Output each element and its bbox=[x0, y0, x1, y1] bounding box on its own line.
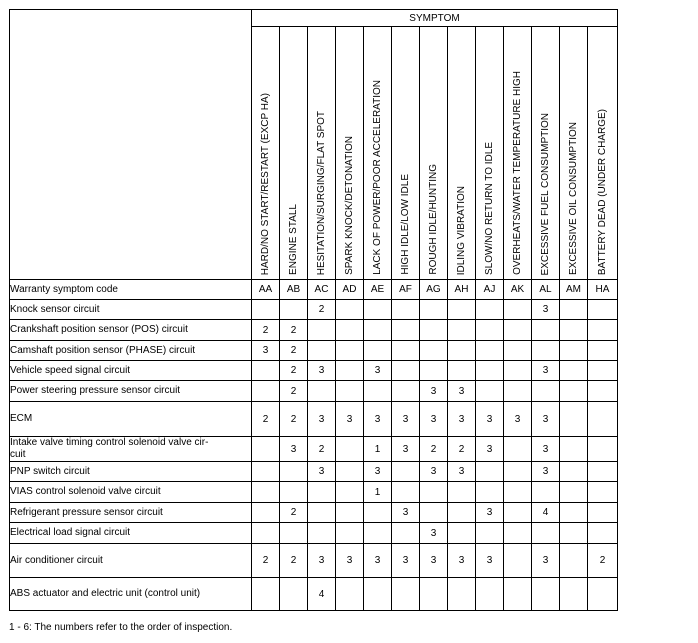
inspection-order-cell: 3 bbox=[308, 361, 336, 381]
column-header-label: ROUGH IDLE/HUNTING bbox=[427, 164, 439, 275]
symptom-code: AH bbox=[448, 280, 476, 300]
inspection-order-cell bbox=[560, 381, 588, 402]
inspection-order-cell bbox=[476, 381, 504, 402]
inspection-order-cell bbox=[392, 578, 420, 611]
symptom-code: AA bbox=[252, 280, 280, 300]
symptom-header-row bbox=[10, 10, 618, 27]
column-header bbox=[476, 27, 504, 280]
inspection-order-cell bbox=[252, 462, 280, 482]
inspection-order-cell bbox=[588, 381, 618, 402]
inspection-order-cell bbox=[392, 462, 420, 482]
inspection-order-cell: 3 bbox=[364, 462, 392, 482]
inspection-order-cell bbox=[252, 523, 280, 544]
inspection-order-cell bbox=[532, 482, 560, 503]
inspection-order-cell bbox=[448, 503, 476, 523]
row-label: ABS actuator and electric unit (control unit) bbox=[10, 578, 252, 611]
inspection-order-cell: 2 bbox=[308, 300, 336, 320]
inspection-order-cell bbox=[364, 381, 392, 402]
inspection-order-cell: 3 bbox=[476, 544, 504, 578]
inspection-order-cell bbox=[364, 341, 392, 361]
symptom-code: AJ bbox=[476, 280, 504, 300]
inspection-order-cell bbox=[532, 578, 560, 611]
table-row bbox=[10, 544, 618, 578]
row-label: Intake valve timing control solenoid valve cir- cuit bbox=[10, 437, 252, 462]
table-row bbox=[10, 320, 618, 341]
inspection-order-cell: 3 bbox=[308, 402, 336, 437]
table-row bbox=[10, 361, 618, 381]
table-row bbox=[10, 523, 618, 544]
inspection-order-cell bbox=[560, 437, 588, 462]
row-label: ECM bbox=[10, 402, 252, 437]
inspection-order-cell bbox=[336, 503, 364, 523]
inspection-order-cell: 3 bbox=[448, 402, 476, 437]
inspection-order-cell bbox=[448, 341, 476, 361]
inspection-order-cell bbox=[448, 300, 476, 320]
inspection-order-cell bbox=[308, 482, 336, 503]
inspection-order-cell: 3 bbox=[532, 544, 560, 578]
inspection-order-cell bbox=[560, 523, 588, 544]
inspection-order-cell: 2 bbox=[280, 503, 308, 523]
inspection-order-cell bbox=[476, 462, 504, 482]
inspection-order-cell bbox=[364, 503, 392, 523]
inspection-order-cell bbox=[252, 437, 280, 462]
inspection-order-cell: 3 bbox=[420, 402, 448, 437]
inspection-order-cell: 2 bbox=[280, 402, 308, 437]
inspection-order-cell: 2 bbox=[280, 544, 308, 578]
inspection-order-cell: 2 bbox=[448, 437, 476, 462]
inspection-order-cell bbox=[280, 462, 308, 482]
inspection-order-cell bbox=[476, 361, 504, 381]
column-header-label: SPARK KNOCK/DETONATION bbox=[343, 136, 355, 275]
inspection-order-cell bbox=[504, 381, 532, 402]
row-label: Vehicle speed signal circuit bbox=[10, 361, 252, 381]
inspection-order-cell bbox=[420, 341, 448, 361]
inspection-order-cell bbox=[588, 300, 618, 320]
inspection-order-cell bbox=[420, 482, 448, 503]
inspection-order-cell: 3 bbox=[308, 462, 336, 482]
row-label: Knock sensor circuit bbox=[10, 300, 252, 320]
inspection-order-cell bbox=[280, 482, 308, 503]
table-row bbox=[10, 578, 618, 611]
row-label: Refrigerant pressure sensor circuit bbox=[10, 503, 252, 523]
column-header-label: EXCESSIVE OIL CONSUMPTION bbox=[567, 122, 579, 275]
inspection-order-cell bbox=[252, 482, 280, 503]
inspection-order-cell bbox=[336, 341, 364, 361]
column-header bbox=[588, 27, 618, 280]
symptom-code: HA bbox=[588, 280, 618, 300]
inspection-order-cell: 3 bbox=[476, 503, 504, 523]
inspection-order-cell bbox=[560, 341, 588, 361]
inspection-order-cell: 3 bbox=[364, 402, 392, 437]
inspection-order-cell bbox=[308, 320, 336, 341]
column-header bbox=[364, 27, 392, 280]
inspection-order-cell bbox=[560, 503, 588, 523]
table-row bbox=[10, 300, 618, 320]
symptom-title: SYMPTOM bbox=[252, 10, 618, 27]
inspection-order-cell bbox=[588, 503, 618, 523]
inspection-order-cell: 3 bbox=[532, 462, 560, 482]
table-body bbox=[10, 10, 618, 611]
inspection-order-cell bbox=[420, 361, 448, 381]
inspection-order-cell bbox=[504, 544, 532, 578]
inspection-order-cell: 1 bbox=[364, 482, 392, 503]
inspection-order-cell bbox=[504, 437, 532, 462]
inspection-order-cell bbox=[252, 361, 280, 381]
inspection-order-cell: 1 bbox=[364, 437, 392, 462]
inspection-order-cell bbox=[560, 320, 588, 341]
inspection-order-cell bbox=[560, 578, 588, 611]
inspection-order-cell: 2 bbox=[280, 361, 308, 381]
inspection-order-cell: 3 bbox=[532, 437, 560, 462]
inspection-order-cell bbox=[448, 320, 476, 341]
inspection-order-cell bbox=[476, 482, 504, 503]
inspection-order-cell bbox=[448, 578, 476, 611]
inspection-order-cell bbox=[364, 523, 392, 544]
inspection-order-cell: 3 bbox=[392, 503, 420, 523]
inspection-order-cell: 2 bbox=[252, 544, 280, 578]
inspection-order-cell: 3 bbox=[448, 381, 476, 402]
inspection-order-cell: 3 bbox=[476, 402, 504, 437]
inspection-order-cell bbox=[336, 578, 364, 611]
inspection-order-cell: 3 bbox=[420, 544, 448, 578]
inspection-order-cell bbox=[560, 482, 588, 503]
symptom-code: AF bbox=[392, 280, 420, 300]
column-header bbox=[420, 27, 448, 280]
inspection-order-cell bbox=[392, 381, 420, 402]
column-header-label: HIGH IDLE/LOW IDLE bbox=[399, 174, 411, 275]
inspection-order-cell bbox=[308, 523, 336, 544]
inspection-order-cell bbox=[588, 402, 618, 437]
table-row bbox=[10, 402, 618, 437]
inspection-order-cell bbox=[420, 578, 448, 611]
inspection-order-cell bbox=[336, 437, 364, 462]
column-header bbox=[336, 27, 364, 280]
symptom-code: AB bbox=[280, 280, 308, 300]
inspection-order-cell bbox=[504, 578, 532, 611]
inspection-order-cell: 3 bbox=[420, 381, 448, 402]
table-row bbox=[10, 341, 618, 361]
inspection-order-cell bbox=[392, 341, 420, 361]
inspection-order-cell bbox=[588, 482, 618, 503]
column-header-label: ENGINE STALL bbox=[287, 204, 299, 275]
inspection-order-cell bbox=[560, 544, 588, 578]
inspection-order-cell bbox=[420, 503, 448, 523]
inspection-order-cell bbox=[504, 523, 532, 544]
warranty-code-row bbox=[10, 280, 618, 300]
inspection-order-cell bbox=[476, 341, 504, 361]
column-header-label: HESITATION/SURGING/FLAT SPOT bbox=[315, 110, 327, 275]
column-header bbox=[252, 27, 280, 280]
inspection-order-cell bbox=[308, 381, 336, 402]
inspection-order-cell bbox=[504, 482, 532, 503]
column-header-label: IDLING VIBRATION bbox=[455, 185, 467, 275]
inspection-order-cell: 2 bbox=[280, 320, 308, 341]
column-header bbox=[280, 27, 308, 280]
column-header-label: HARD/NO START/RESTART (EXCP HA) bbox=[259, 92, 271, 275]
inspection-order-cell bbox=[392, 361, 420, 381]
column-header bbox=[392, 27, 420, 280]
inspection-order-cell bbox=[448, 482, 476, 503]
row-label: Warranty symptom code bbox=[10, 280, 252, 300]
table-row bbox=[10, 482, 618, 503]
inspection-order-cell: 4 bbox=[532, 503, 560, 523]
inspection-order-cell bbox=[336, 482, 364, 503]
inspection-order-cell: 3 bbox=[448, 462, 476, 482]
inspection-order-cell: 3 bbox=[392, 402, 420, 437]
inspection-order-cell bbox=[252, 503, 280, 523]
corner-cell bbox=[10, 10, 252, 280]
inspection-order-cell bbox=[336, 462, 364, 482]
inspection-order-cell bbox=[476, 578, 504, 611]
inspection-order-cell bbox=[392, 523, 420, 544]
inspection-order-cell bbox=[476, 523, 504, 544]
inspection-order-cell: 3 bbox=[364, 544, 392, 578]
inspection-order-cell: 3 bbox=[364, 361, 392, 381]
inspection-order-cell bbox=[448, 361, 476, 381]
inspection-order-cell bbox=[336, 320, 364, 341]
inspection-order-cell bbox=[476, 320, 504, 341]
row-label: VIAS control solenoid valve circuit bbox=[10, 482, 252, 503]
inspection-order-cell: 3 bbox=[280, 437, 308, 462]
inspection-order-cell bbox=[532, 320, 560, 341]
inspection-order-cell bbox=[560, 402, 588, 437]
table-row bbox=[10, 462, 618, 482]
row-label: Power steering pressure sensor circuit bbox=[10, 381, 252, 402]
inspection-order-cell: 3 bbox=[448, 544, 476, 578]
inspection-order-cell bbox=[560, 462, 588, 482]
inspection-order-cell bbox=[476, 300, 504, 320]
symptom-code: AD bbox=[336, 280, 364, 300]
row-label: Camshaft position sensor (PHASE) circuit bbox=[10, 341, 252, 361]
footnote: 1 - 6: The numbers refer to the order of inspection. bbox=[9, 622, 233, 633]
column-header bbox=[308, 27, 336, 280]
inspection-order-cell: 3 bbox=[336, 544, 364, 578]
inspection-order-cell bbox=[252, 300, 280, 320]
inspection-order-cell bbox=[588, 320, 618, 341]
inspection-order-cell: 2 bbox=[588, 544, 618, 578]
column-header bbox=[560, 27, 588, 280]
inspection-order-cell bbox=[252, 381, 280, 402]
symptom-code: AL bbox=[532, 280, 560, 300]
row-label: Crankshaft position sensor (POS) circuit bbox=[10, 320, 252, 341]
inspection-order-cell: 4 bbox=[308, 578, 336, 611]
inspection-order-cell bbox=[420, 320, 448, 341]
inspection-order-cell bbox=[364, 300, 392, 320]
inspection-order-cell bbox=[420, 300, 448, 320]
table-row bbox=[10, 437, 618, 462]
inspection-order-cell bbox=[588, 361, 618, 381]
column-header-label: EXCESSIVE FUEL CONSUMPTION bbox=[539, 112, 551, 275]
column-header-label: SLOW/NO RETURN TO IDLE bbox=[483, 142, 495, 275]
inspection-order-cell: 3 bbox=[308, 544, 336, 578]
inspection-order-cell bbox=[336, 381, 364, 402]
inspection-order-cell bbox=[560, 300, 588, 320]
inspection-order-cell: 3 bbox=[532, 402, 560, 437]
inspection-order-cell bbox=[252, 578, 280, 611]
inspection-order-cell bbox=[588, 437, 618, 462]
inspection-order-cell bbox=[336, 361, 364, 381]
inspection-order-cell bbox=[532, 341, 560, 361]
inspection-order-cell: 3 bbox=[420, 462, 448, 482]
inspection-order-cell bbox=[280, 578, 308, 611]
row-label: Electrical load signal circuit bbox=[10, 523, 252, 544]
column-header bbox=[448, 27, 476, 280]
column-header-label: BATTERY DEAD (UNDER CHARGE) bbox=[596, 108, 608, 275]
inspection-order-cell: 2 bbox=[252, 320, 280, 341]
table-row bbox=[10, 503, 618, 523]
column-header bbox=[504, 27, 532, 280]
column-header-label: OVERHEATS/WATER TEMPERATURE HIGH bbox=[511, 71, 523, 275]
inspection-order-cell bbox=[336, 300, 364, 320]
inspection-order-cell bbox=[560, 361, 588, 381]
inspection-order-cell bbox=[532, 523, 560, 544]
inspection-order-cell: 3 bbox=[392, 437, 420, 462]
inspection-order-cell: 3 bbox=[504, 402, 532, 437]
inspection-order-cell: 3 bbox=[392, 544, 420, 578]
inspection-order-cell: 2 bbox=[308, 437, 336, 462]
inspection-order-cell bbox=[308, 503, 336, 523]
symptom-table bbox=[9, 9, 618, 611]
inspection-order-cell bbox=[280, 300, 308, 320]
inspection-order-cell bbox=[588, 523, 618, 544]
inspection-order-cell bbox=[588, 462, 618, 482]
inspection-order-cell bbox=[588, 341, 618, 361]
symptom-code: AK bbox=[504, 280, 532, 300]
inspection-order-cell bbox=[392, 482, 420, 503]
column-header-label: LACK OF POWER/POOR ACCELERATION bbox=[371, 80, 383, 275]
inspection-order-cell: 2 bbox=[420, 437, 448, 462]
inspection-order-cell bbox=[308, 341, 336, 361]
inspection-order-cell bbox=[504, 361, 532, 381]
row-label: Air conditioner circuit bbox=[10, 544, 252, 578]
inspection-order-cell: 3 bbox=[476, 437, 504, 462]
inspection-order-cell bbox=[588, 578, 618, 611]
inspection-order-cell: 2 bbox=[252, 402, 280, 437]
inspection-order-cell bbox=[336, 523, 364, 544]
inspection-order-cell bbox=[280, 523, 308, 544]
inspection-order-cell: 3 bbox=[532, 361, 560, 381]
inspection-order-cell bbox=[504, 503, 532, 523]
symptom-code: AE bbox=[364, 280, 392, 300]
inspection-order-cell bbox=[392, 300, 420, 320]
row-label: PNP switch circuit bbox=[10, 462, 252, 482]
inspection-order-cell: 3 bbox=[420, 523, 448, 544]
inspection-order-cell bbox=[504, 320, 532, 341]
inspection-order-cell: 3 bbox=[336, 402, 364, 437]
inspection-order-cell bbox=[364, 578, 392, 611]
table-row bbox=[10, 381, 618, 402]
inspection-order-cell bbox=[504, 462, 532, 482]
inspection-order-cell bbox=[532, 381, 560, 402]
inspection-order-cell bbox=[364, 320, 392, 341]
inspection-order-cell bbox=[504, 341, 532, 361]
inspection-order-cell bbox=[504, 300, 532, 320]
symptom-code: AM bbox=[560, 280, 588, 300]
symptom-code: AC bbox=[308, 280, 336, 300]
inspection-order-cell: 2 bbox=[280, 341, 308, 361]
inspection-order-cell bbox=[448, 523, 476, 544]
inspection-order-cell: 3 bbox=[252, 341, 280, 361]
inspection-order-cell: 3 bbox=[532, 300, 560, 320]
column-header bbox=[532, 27, 560, 280]
inspection-order-cell bbox=[392, 320, 420, 341]
symptom-code: AG bbox=[420, 280, 448, 300]
inspection-order-cell: 2 bbox=[280, 381, 308, 402]
